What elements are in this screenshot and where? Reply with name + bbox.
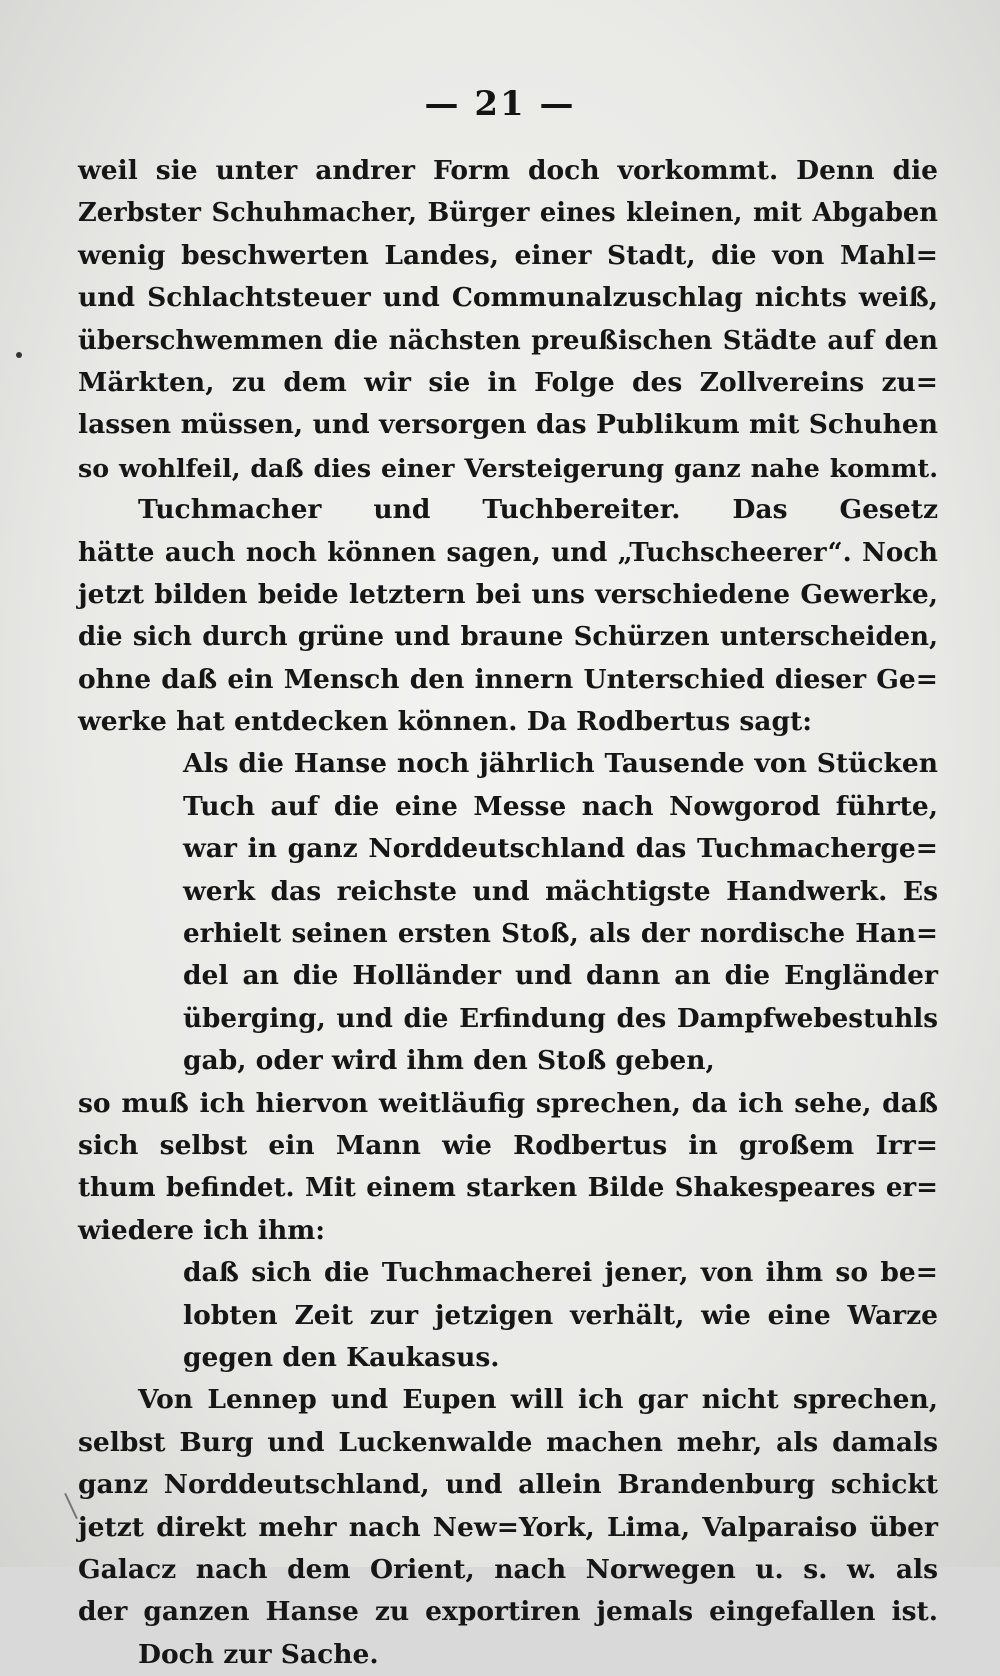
text-line: die sich durch grüne und braune Schürzen unterscheiden, [78, 622, 938, 653]
quote-line: del an die Holländer und dann an die Engländer [183, 960, 938, 992]
quote-line: werk das reichste und mächtigste Handwerk. Es [183, 875, 938, 907]
text-line: werke hat entdecken können. Da Rodbertus sagt: [78, 706, 812, 738]
text-line: Galacz nach dem Orient, nach Norwegen u. s. w. als [78, 1553, 938, 1585]
quote-line: erhielt seinen ersten Stoß, als der nordische Han= [183, 918, 938, 950]
quote-line: war in ganz Norddeutschland das Tuchmacherge= [183, 833, 938, 865]
quote-line: gab, oder wird ihm den Stoß geben, [183, 1045, 715, 1077]
section-heading-line: Tuchmacher und Tuchbereiter. Das Gesetz [138, 494, 938, 526]
page-number: — 21 — [424, 84, 576, 124]
quote-line: überging, und die Erfindung des Dampfwebestuhls [183, 1002, 938, 1034]
text-line: jetzt direkt mehr nach New=York, Lima, Valparaiso über [78, 1511, 938, 1543]
text-line: Märkten, zu dem wir sie in Folge des Zollvereins zu= [78, 366, 938, 398]
text-line: so muß ich hiervon weitläufig sprechen, da ich sehe, daß [78, 1087, 938, 1119]
quote-line: daß sich die Tuchmacherei jener, von ihm so be= [183, 1257, 938, 1289]
quote-line: gegen den Kaukasus. [183, 1341, 500, 1373]
text-line: der ganzen Hanse zu exportiren jemals eingefallen ist. [78, 1596, 938, 1628]
text-line: ohne daß ein Mensch den innern Unterschied dieser Ge= [78, 663, 938, 695]
text-line: Doch zur Sache. [138, 1638, 379, 1670]
text-line: Zerbster Schuhmacher, Bürger eines kleinen, mit Abgaben [78, 198, 938, 229]
quote-line: Als die Hanse noch jährlich Tausende von Stücken [183, 748, 938, 780]
text-line: sich selbst ein Mann wie Rodbertus in großem Irr= [78, 1129, 938, 1161]
quote-line: lobten Zeit zur jetzigen verhält, wie eine Warze [183, 1299, 938, 1331]
text-line: überschwemmen die nächsten preußischen Städte auf den [78, 325, 938, 356]
text-line: wiedere ich ihm: [78, 1214, 326, 1246]
text-line: wenig beschwerten Landes, einer Stadt, die von Mahl= [78, 239, 938, 271]
text-line: selbst Burg und Luckenwalde machen mehr, als damals [78, 1426, 938, 1458]
quote-line: Tuch auf die eine Messe nach Nowgorod führte, [183, 790, 938, 822]
text-line: und Schlachtsteuer und Communalzuschlag nichts weiß, [78, 282, 938, 314]
body-text [78, 150, 938, 1676]
text-line: Von Lennep und Eupen will ich gar nicht sprechen, [138, 1384, 938, 1416]
text-line: jetzt bilden beide letztern bei uns verschiedene Gewerke, [78, 578, 938, 610]
text-line: so wohlfeil, daß dies einer Versteigerung ganz nahe kommt. [78, 452, 938, 483]
text-line: hätte auch noch können sagen, und „Tuchscheerer“. Noch [78, 537, 938, 568]
margin-dot-mark [16, 352, 22, 358]
text-line: thum befindet. Mit einem starken Bilde Shakespeares er= [78, 1173, 938, 1204]
margin-tick-mark [64, 1493, 78, 1519]
text-line: ganz Norddeutschland, und allein Brandenburg schickt [78, 1469, 938, 1501]
text-line: lassen müssen, und versorgen das Publikum mit Schuhen [78, 409, 938, 441]
text-line: weil sie unter andrer Form doch vorkommt. Denn die [78, 155, 938, 186]
